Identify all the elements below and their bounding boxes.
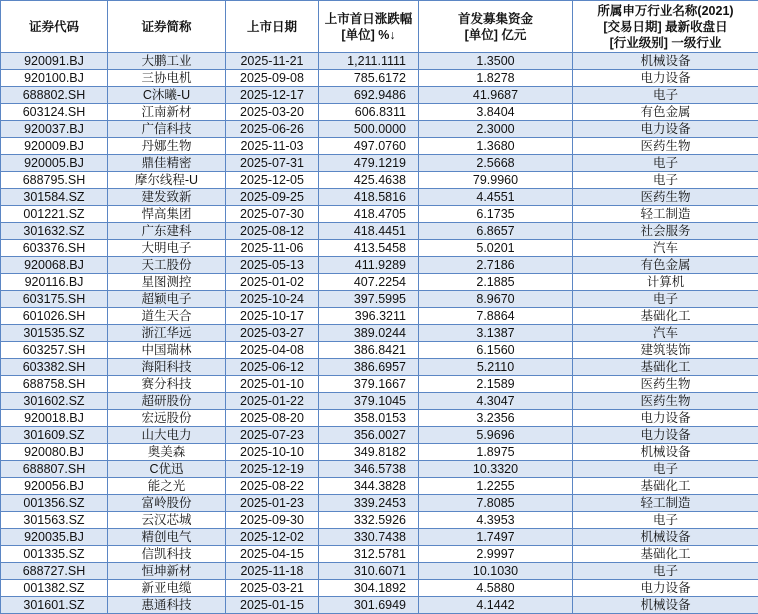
cell-first-day-change[interactable]: 418.4705 <box>319 206 419 223</box>
cell-first-day-change[interactable]: 386.8421 <box>319 342 419 359</box>
cell-first-day-change[interactable]: 379.1045 <box>319 393 419 410</box>
cell-code[interactable]: 688795.SH <box>1 172 108 189</box>
cell-first-day-change[interactable]: 418.5816 <box>319 189 419 206</box>
cell-industry[interactable]: 社会服务 <box>573 223 758 240</box>
header-first-day-change-unit: [单位] %↓ <box>341 27 396 42</box>
cell-list-date[interactable]: 2025-12-05 <box>226 172 319 189</box>
cell-first-day-change[interactable]: 330.7438 <box>319 529 419 546</box>
table-row[interactable] <box>1 206 758 223</box>
cell-name[interactable]: 赛分科技 <box>108 376 226 393</box>
cell-industry[interactable]: 电力设备 <box>573 121 758 138</box>
cell-first-day-change[interactable]: 413.5458 <box>319 240 419 257</box>
cell-list-date[interactable]: 2025-03-21 <box>226 580 319 597</box>
cell-name[interactable]: 恒坤新材 <box>108 563 226 580</box>
cell-name[interactable]: 大鹏工业 <box>108 53 226 70</box>
cell-first-day-change[interactable]: 389.0244 <box>319 325 419 342</box>
cell-list-date[interactable]: 2025-09-08 <box>226 70 319 87</box>
cell-list-date[interactable]: 2025-04-08 <box>226 342 319 359</box>
cell-list-date[interactable]: 2025-11-06 <box>226 240 319 257</box>
cell-ipo-funds[interactable]: 6.8657 <box>419 223 573 240</box>
cell-industry[interactable]: 电子 <box>573 461 758 478</box>
table-row[interactable] <box>1 563 758 580</box>
cell-name[interactable]: C优迅 <box>108 461 226 478</box>
cell-list-date[interactable]: 2025-01-23 <box>226 495 319 512</box>
cell-code[interactable]: 001335.SZ <box>1 546 108 563</box>
cell-ipo-funds[interactable]: 6.1560 <box>419 342 573 359</box>
table-row[interactable] <box>1 597 758 614</box>
cell-code[interactable]: 001356.SZ <box>1 495 108 512</box>
cell-industry[interactable]: 电子 <box>573 563 758 580</box>
header-industry[interactable] <box>573 1 758 53</box>
cell-name[interactable]: 信凯科技 <box>108 546 226 563</box>
table-row[interactable] <box>1 223 758 240</box>
table-row[interactable] <box>1 478 758 495</box>
cell-ipo-funds[interactable]: 4.3047 <box>419 393 573 410</box>
cell-name[interactable]: 大明电子 <box>108 240 226 257</box>
cell-name[interactable]: 建发致新 <box>108 189 226 206</box>
cell-code[interactable]: 688807.SH <box>1 461 108 478</box>
header-first-day-change[interactable] <box>319 1 419 53</box>
cell-code[interactable]: 920080.BJ <box>1 444 108 461</box>
cell-code[interactable]: 301601.SZ <box>1 597 108 614</box>
cell-list-date[interactable]: 2025-11-18 <box>226 563 319 580</box>
cell-name[interactable]: 鼎佳精密 <box>108 155 226 172</box>
cell-ipo-funds[interactable]: 4.4551 <box>419 189 573 206</box>
cell-list-date[interactable]: 2025-09-25 <box>226 189 319 206</box>
cell-ipo-funds[interactable]: 6.1735 <box>419 206 573 223</box>
header-list-date[interactable]: 上市日期 <box>226 1 319 53</box>
cell-first-day-change[interactable]: 344.3828 <box>319 478 419 495</box>
cell-list-date[interactable]: 2025-11-03 <box>226 138 319 155</box>
cell-ipo-funds[interactable]: 1.8278 <box>419 70 573 87</box>
cell-industry[interactable]: 电子 <box>573 291 758 308</box>
cell-list-date[interactable]: 2025-04-15 <box>226 546 319 563</box>
cell-list-date[interactable]: 2025-12-17 <box>226 87 319 104</box>
cell-first-day-change[interactable]: 301.6949 <box>319 597 419 614</box>
cell-list-date[interactable]: 2025-08-12 <box>226 223 319 240</box>
table-row[interactable] <box>1 427 758 444</box>
cell-industry[interactable]: 机械设备 <box>573 529 758 546</box>
cell-first-day-change[interactable]: 312.5781 <box>319 546 419 563</box>
table-body <box>1 53 758 614</box>
cell-industry[interactable]: 汽车 <box>573 325 758 342</box>
cell-list-date[interactable]: 2025-08-22 <box>226 478 319 495</box>
table-row[interactable] <box>1 257 758 274</box>
cell-first-day-change[interactable]: 339.2453 <box>319 495 419 512</box>
cell-name[interactable]: 山大电力 <box>108 427 226 444</box>
cell-code[interactable]: 920009.BJ <box>1 138 108 155</box>
cell-industry[interactable]: 轻工制造 <box>573 206 758 223</box>
cell-ipo-funds[interactable]: 1.2255 <box>419 478 573 495</box>
cell-ipo-funds[interactable]: 5.0201 <box>419 240 573 257</box>
cell-code[interactable]: 301602.SZ <box>1 393 108 410</box>
table-row[interactable] <box>1 70 758 87</box>
header-first-day-change-title: 上市首日涨跌幅 <box>324 11 413 26</box>
cell-name[interactable]: 道生天合 <box>108 308 226 325</box>
cell-code[interactable]: 603175.SH <box>1 291 108 308</box>
header-code[interactable]: 证券代码 <box>1 1 108 53</box>
cell-first-day-change[interactable]: 349.8182 <box>319 444 419 461</box>
cell-name[interactable]: 浙江华远 <box>108 325 226 342</box>
table-row[interactable] <box>1 240 758 257</box>
cell-list-date[interactable]: 2025-10-10 <box>226 444 319 461</box>
cell-first-day-change[interactable]: 1,211.1111 <box>319 53 419 70</box>
cell-name[interactable]: 江南新材 <box>108 104 226 121</box>
cell-code[interactable]: 920116.BJ <box>1 274 108 291</box>
cell-industry[interactable]: 医药生物 <box>573 138 758 155</box>
cell-first-day-change[interactable]: 418.4451 <box>319 223 419 240</box>
cell-ipo-funds[interactable]: 2.1885 <box>419 274 573 291</box>
table-row[interactable] <box>1 308 758 325</box>
cell-first-day-change[interactable]: 397.5995 <box>319 291 419 308</box>
cell-code[interactable]: 688758.SH <box>1 376 108 393</box>
cell-industry[interactable]: 基础化工 <box>573 546 758 563</box>
cell-industry[interactable]: 建筑装饰 <box>573 342 758 359</box>
cell-ipo-funds[interactable]: 7.8085 <box>419 495 573 512</box>
cell-industry[interactable]: 有色金属 <box>573 257 758 274</box>
cell-industry[interactable]: 轻工制造 <box>573 495 758 512</box>
cell-first-day-change[interactable]: 358.0153 <box>319 410 419 427</box>
cell-industry[interactable]: 机械设备 <box>573 597 758 614</box>
cell-ipo-funds[interactable]: 4.5880 <box>419 580 573 597</box>
cell-name[interactable]: 悍高集团 <box>108 206 226 223</box>
cell-code[interactable]: 688802.SH <box>1 87 108 104</box>
cell-ipo-funds[interactable]: 10.1030 <box>419 563 573 580</box>
cell-name[interactable]: 奥美森 <box>108 444 226 461</box>
header-name[interactable]: 证券简称 <box>108 1 226 53</box>
cell-ipo-funds[interactable]: 2.5668 <box>419 155 573 172</box>
cell-name[interactable]: 广东建科 <box>108 223 226 240</box>
cell-ipo-funds[interactable]: 5.9696 <box>419 427 573 444</box>
cell-ipo-funds[interactable]: 5.2110 <box>419 359 573 376</box>
cell-ipo-funds[interactable]: 3.2356 <box>419 410 573 427</box>
cell-industry[interactable]: 机械设备 <box>573 53 758 70</box>
cell-code[interactable]: 603257.SH <box>1 342 108 359</box>
cell-ipo-funds[interactable]: 10.3320 <box>419 461 573 478</box>
cell-industry[interactable]: 医药生物 <box>573 376 758 393</box>
table-row[interactable] <box>1 529 758 546</box>
cell-code[interactable]: 301584.SZ <box>1 189 108 206</box>
cell-name[interactable]: 广信科技 <box>108 121 226 138</box>
cell-code[interactable]: 301609.SZ <box>1 427 108 444</box>
cell-list-date[interactable]: 2025-01-22 <box>226 393 319 410</box>
header-row <box>1 1 758 53</box>
cell-list-date[interactable]: 2025-01-02 <box>226 274 319 291</box>
cell-industry[interactable]: 电子 <box>573 87 758 104</box>
cell-name[interactable]: 精创电气 <box>108 529 226 546</box>
cell-name[interactable]: 丹娜生物 <box>108 138 226 155</box>
table-row[interactable] <box>1 172 758 189</box>
cell-industry[interactable]: 电力设备 <box>573 410 758 427</box>
cell-list-date[interactable]: 2025-07-23 <box>226 427 319 444</box>
cell-ipo-funds[interactable]: 1.7497 <box>419 529 573 546</box>
cell-ipo-funds[interactable]: 2.9997 <box>419 546 573 563</box>
cell-industry[interactable]: 电子 <box>573 172 758 189</box>
cell-code[interactable]: 301563.SZ <box>1 512 108 529</box>
table-row[interactable] <box>1 359 758 376</box>
cell-name[interactable]: 天工股份 <box>108 257 226 274</box>
cell-name[interactable]: 能之光 <box>108 478 226 495</box>
cell-list-date[interactable]: 2025-08-20 <box>226 410 319 427</box>
cell-ipo-funds[interactable]: 3.8404 <box>419 104 573 121</box>
cell-list-date[interactable]: 2025-09-30 <box>226 512 319 529</box>
table-row[interactable] <box>1 546 758 563</box>
cell-first-day-change[interactable]: 606.8311 <box>319 104 419 121</box>
cell-name[interactable]: 富岭股份 <box>108 495 226 512</box>
cell-name[interactable]: 摩尔线程-U <box>108 172 226 189</box>
cell-name[interactable]: 云汉芯城 <box>108 512 226 529</box>
table-row[interactable] <box>1 138 758 155</box>
cell-list-date[interactable]: 2025-12-02 <box>226 529 319 546</box>
cell-name[interactable]: 惠通科技 <box>108 597 226 614</box>
cell-ipo-funds[interactable]: 4.3953 <box>419 512 573 529</box>
table-row[interactable] <box>1 444 758 461</box>
cell-list-date[interactable]: 2025-07-31 <box>226 155 319 172</box>
cell-list-date[interactable]: 2025-10-24 <box>226 291 319 308</box>
cell-code[interactable]: 920005.BJ <box>1 155 108 172</box>
table-row[interactable] <box>1 410 758 427</box>
table-row[interactable] <box>1 189 758 206</box>
cell-ipo-funds[interactable]: 3.1387 <box>419 325 573 342</box>
cell-first-day-change[interactable]: 479.1219 <box>319 155 419 172</box>
table-row[interactable] <box>1 155 758 172</box>
cell-industry[interactable]: 医药生物 <box>573 189 758 206</box>
cell-first-day-change[interactable]: 692.9486 <box>319 87 419 104</box>
table-row[interactable] <box>1 376 758 393</box>
cell-industry[interactable]: 电力设备 <box>573 427 758 444</box>
cell-industry[interactable]: 有色金属 <box>573 104 758 121</box>
cell-code[interactable]: 920018.BJ <box>1 410 108 427</box>
cell-industry[interactable]: 电力设备 <box>573 580 758 597</box>
header-ipo-funds-title: 首发募集资金 <box>457 11 533 26</box>
cell-list-date[interactable]: 2025-06-26 <box>226 121 319 138</box>
cell-code[interactable]: 603376.SH <box>1 240 108 257</box>
cell-list-date[interactable]: 2025-01-10 <box>226 376 319 393</box>
cell-first-day-change[interactable]: 407.2254 <box>319 274 419 291</box>
cell-first-day-change[interactable]: 425.4638 <box>319 172 419 189</box>
cell-ipo-funds[interactable]: 4.1442 <box>419 597 573 614</box>
cell-code[interactable]: 920091.BJ <box>1 53 108 70</box>
header-industry-title: 所属申万行业名称(2021) <box>597 3 734 18</box>
cell-industry[interactable]: 电子 <box>573 155 758 172</box>
header-industry-date: [交易日期] 最新收盘日 <box>603 19 728 34</box>
cell-industry[interactable]: 医药生物 <box>573 393 758 410</box>
cell-list-date[interactable]: 2025-03-20 <box>226 104 319 121</box>
cell-first-day-change[interactable]: 500.0000 <box>319 121 419 138</box>
cell-first-day-change[interactable]: 497.0760 <box>319 138 419 155</box>
cell-industry[interactable]: 基础化工 <box>573 359 758 376</box>
table-row[interactable] <box>1 325 758 342</box>
cell-first-day-change[interactable]: 379.1667 <box>319 376 419 393</box>
table-row[interactable] <box>1 87 758 104</box>
cell-ipo-funds[interactable]: 79.9960 <box>419 172 573 189</box>
cell-name[interactable]: 星图测控 <box>108 274 226 291</box>
table-row[interactable] <box>1 53 758 70</box>
cell-first-day-change[interactable]: 332.5926 <box>319 512 419 529</box>
cell-industry[interactable]: 基础化工 <box>573 478 758 495</box>
cell-list-date[interactable]: 2025-10-17 <box>226 308 319 325</box>
cell-code[interactable]: 920035.BJ <box>1 529 108 546</box>
cell-code[interactable]: 001221.SZ <box>1 206 108 223</box>
cell-list-date[interactable]: 2025-07-30 <box>226 206 319 223</box>
cell-code[interactable]: 688727.SH <box>1 563 108 580</box>
table-row[interactable] <box>1 274 758 291</box>
cell-first-day-change[interactable]: 386.6957 <box>319 359 419 376</box>
header-ipo-funds[interactable] <box>419 1 573 53</box>
table-row[interactable] <box>1 495 758 512</box>
cell-ipo-funds[interactable]: 2.7186 <box>419 257 573 274</box>
cell-industry[interactable]: 基础化工 <box>573 308 758 325</box>
cell-industry[interactable]: 电力设备 <box>573 70 758 87</box>
cell-code[interactable]: 601026.SH <box>1 308 108 325</box>
cell-list-date[interactable]: 2025-06-12 <box>226 359 319 376</box>
cell-first-day-change[interactable]: 310.6071 <box>319 563 419 580</box>
cell-ipo-funds[interactable]: 2.1589 <box>419 376 573 393</box>
cell-ipo-funds[interactable]: 1.3680 <box>419 138 573 155</box>
cell-first-day-change[interactable]: 411.9289 <box>319 257 419 274</box>
table-row[interactable] <box>1 512 758 529</box>
cell-industry[interactable]: 汽车 <box>573 240 758 257</box>
cell-list-date[interactable]: 2025-11-21 <box>226 53 319 70</box>
cell-code[interactable]: 301632.SZ <box>1 223 108 240</box>
table-row[interactable] <box>1 291 758 308</box>
cell-name[interactable]: 宏远股份 <box>108 410 226 427</box>
cell-ipo-funds[interactable]: 7.8864 <box>419 308 573 325</box>
header-industry-level: [行业级别] 一级行业 <box>609 35 722 50</box>
cell-name[interactable]: 三协电机 <box>108 70 226 87</box>
cell-ipo-funds[interactable]: 8.9670 <box>419 291 573 308</box>
cell-first-day-change[interactable]: 356.0027 <box>319 427 419 444</box>
table-row[interactable] <box>1 342 758 359</box>
cell-list-date[interactable]: 2025-03-27 <box>226 325 319 342</box>
cell-list-date[interactable]: 2025-01-15 <box>226 597 319 614</box>
cell-code[interactable]: 920068.BJ <box>1 257 108 274</box>
cell-industry[interactable]: 计算机 <box>573 274 758 291</box>
cell-ipo-funds[interactable]: 41.9687 <box>419 87 573 104</box>
cell-ipo-funds[interactable]: 2.3000 <box>419 121 573 138</box>
cell-ipo-funds[interactable]: 1.8975 <box>419 444 573 461</box>
cell-name[interactable]: C沐曦-U <box>108 87 226 104</box>
cell-name[interactable]: 新亚电缆 <box>108 580 226 597</box>
cell-code[interactable]: 920037.BJ <box>1 121 108 138</box>
cell-first-day-change[interactable]: 785.6172 <box>319 70 419 87</box>
cell-industry[interactable]: 机械设备 <box>573 444 758 461</box>
cell-code[interactable]: 301535.SZ <box>1 325 108 342</box>
cell-code[interactable]: 920056.BJ <box>1 478 108 495</box>
cell-list-date[interactable]: 2025-12-19 <box>226 461 319 478</box>
cell-code[interactable]: 603124.SH <box>1 104 108 121</box>
cell-code[interactable]: 001382.SZ <box>1 580 108 597</box>
table-row[interactable] <box>1 461 758 478</box>
cell-name[interactable]: 海阳科技 <box>108 359 226 376</box>
table-row[interactable] <box>1 393 758 410</box>
cell-list-date[interactable]: 2025-05-13 <box>226 257 319 274</box>
cell-first-day-change[interactable]: 396.3211 <box>319 308 419 325</box>
table-row[interactable] <box>1 580 758 597</box>
cell-code[interactable]: 603382.SH <box>1 359 108 376</box>
cell-name[interactable]: 中国瑞林 <box>108 342 226 359</box>
cell-industry[interactable]: 电子 <box>573 512 758 529</box>
cell-name[interactable]: 超研股份 <box>108 393 226 410</box>
cell-code[interactable]: 920100.BJ <box>1 70 108 87</box>
header-ipo-funds-unit: [单位] 亿元 <box>464 27 527 42</box>
table-row[interactable] <box>1 104 758 121</box>
table-row[interactable] <box>1 121 758 138</box>
cell-first-day-change[interactable]: 346.5738 <box>319 461 419 478</box>
cell-first-day-change[interactable]: 304.1892 <box>319 580 419 597</box>
cell-ipo-funds[interactable]: 1.3500 <box>419 53 573 70</box>
cell-name[interactable]: 超颖电子 <box>108 291 226 308</box>
